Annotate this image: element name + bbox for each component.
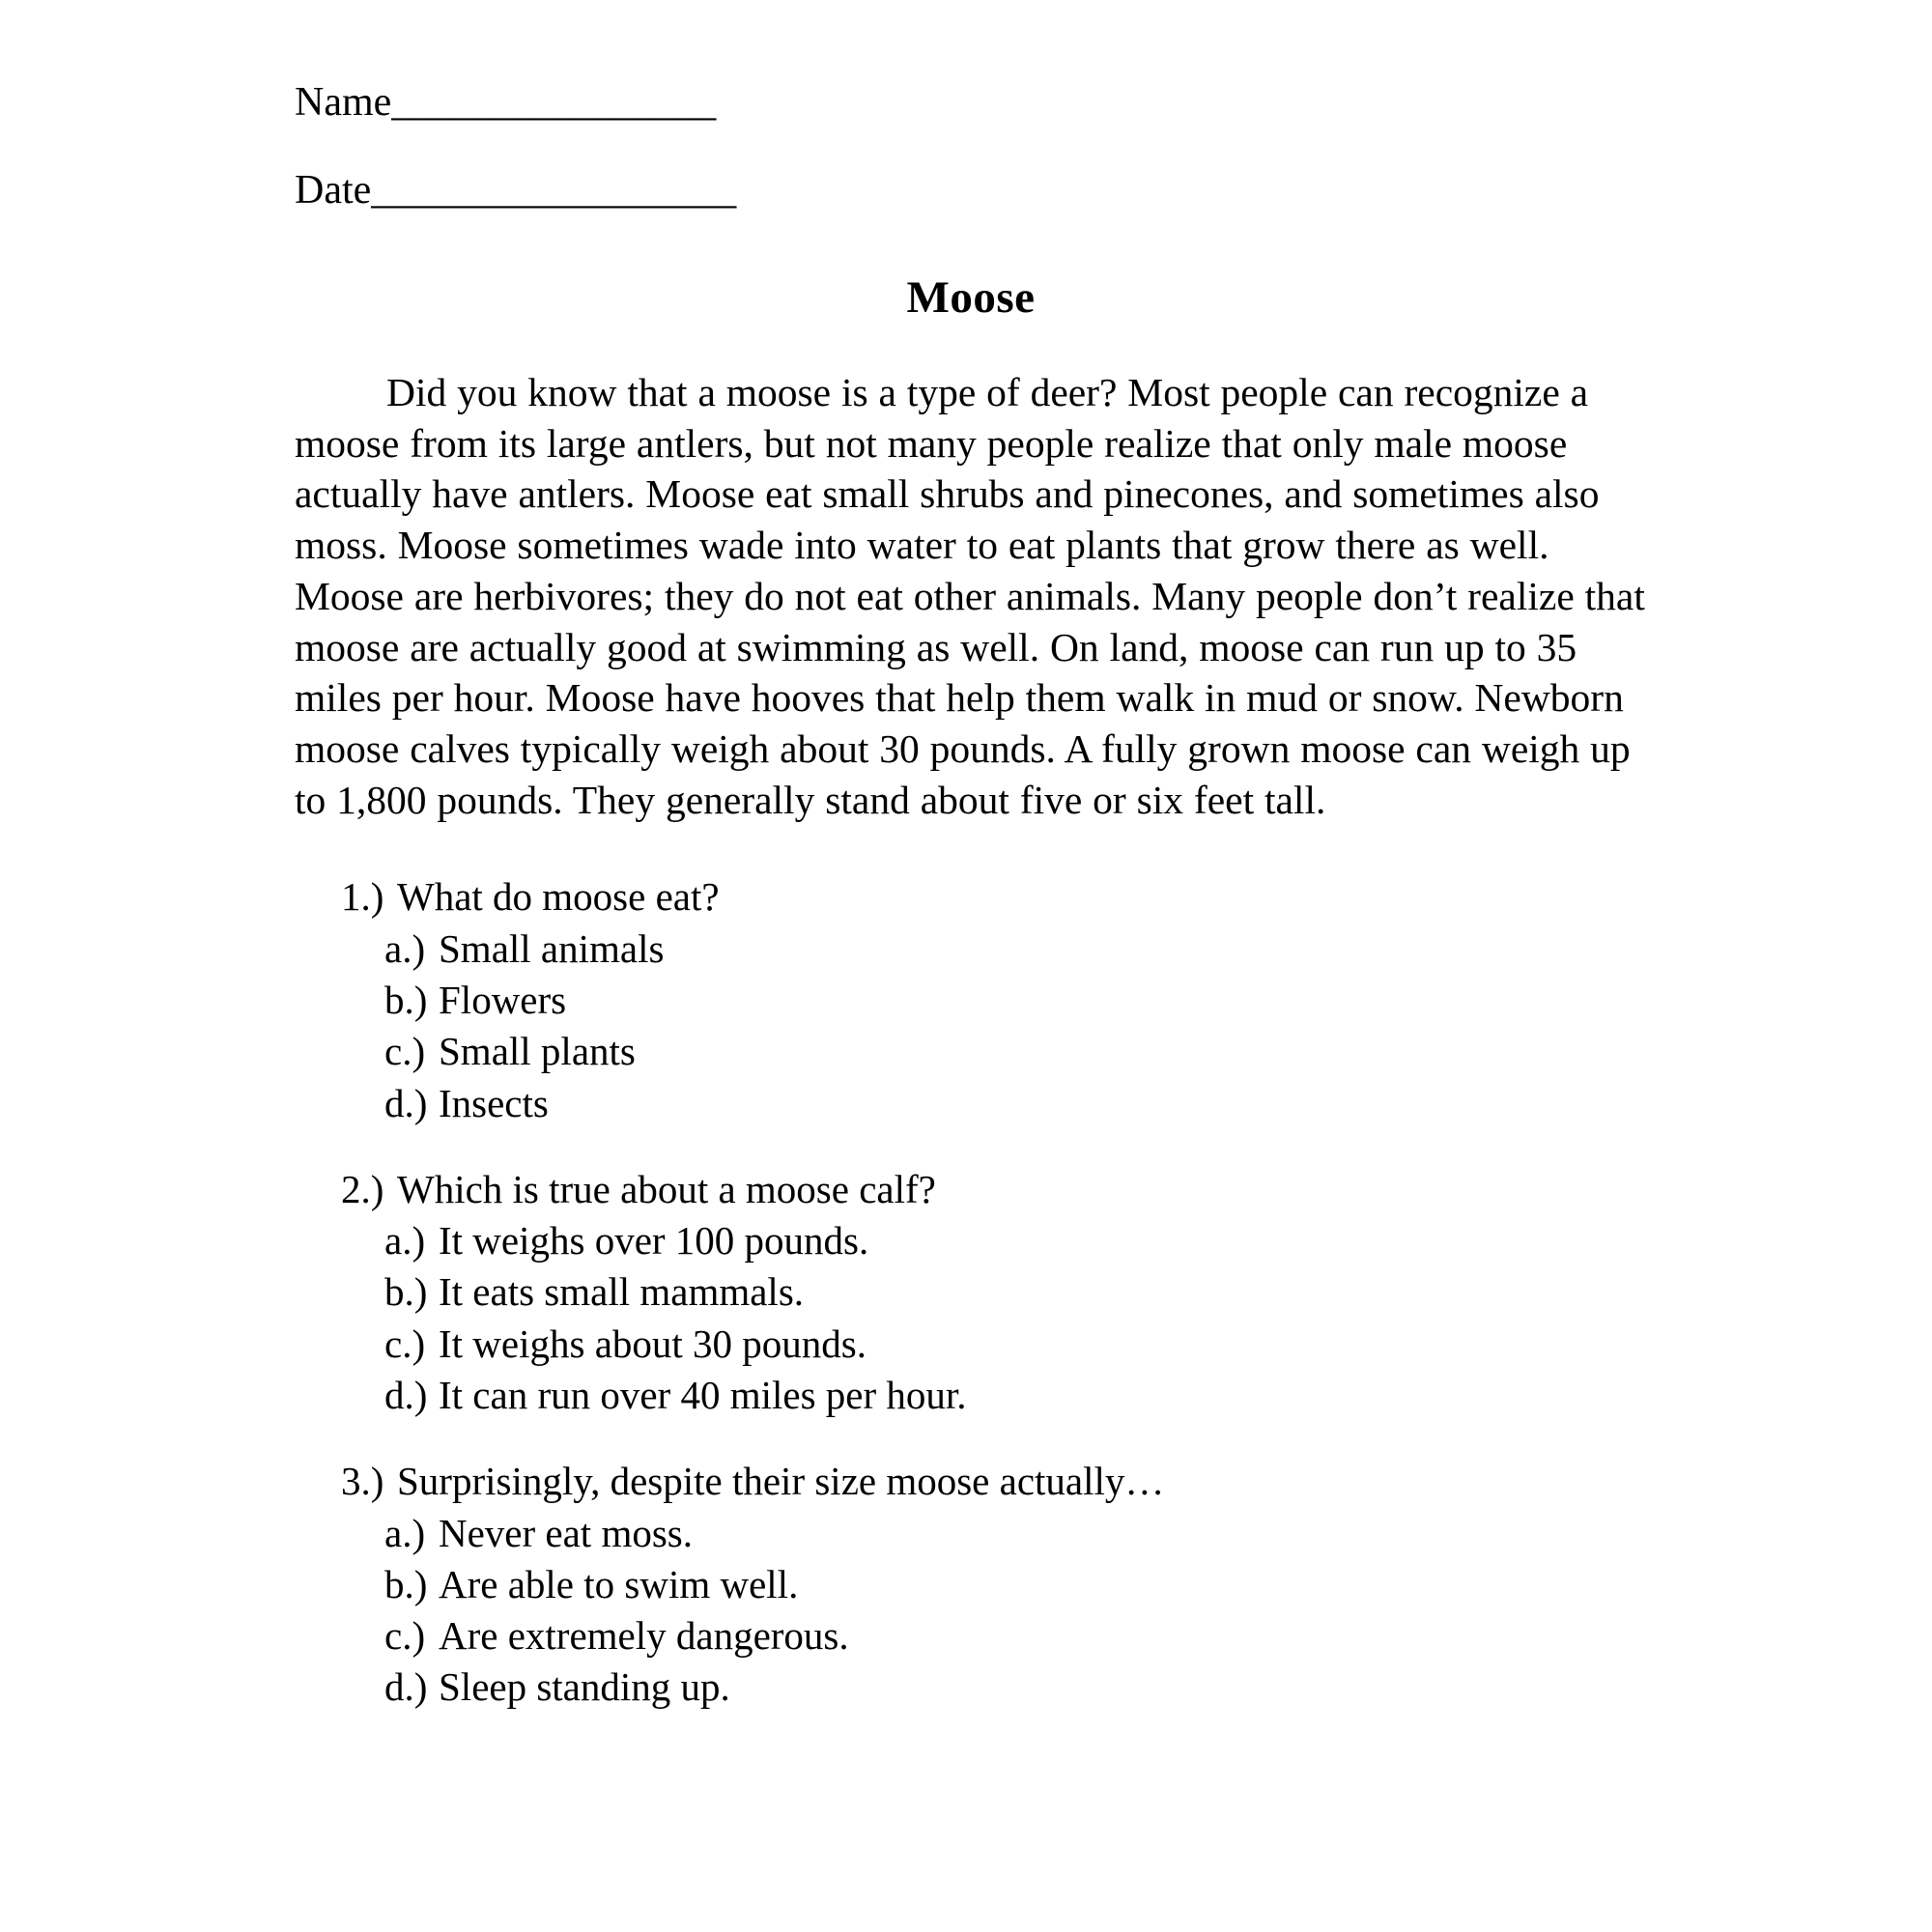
choice-item[interactable] [384, 1662, 1647, 1713]
question-item [341, 1456, 1647, 1713]
choice-marker: b.) [384, 1269, 428, 1315]
choice-text: It eats small mammals. [439, 1269, 805, 1315]
name-field[interactable]: Name________________ [295, 80, 717, 125]
choice-marker: a.) [384, 1510, 426, 1555]
choice-item[interactable] [384, 1215, 1647, 1266]
choice-marker: a.) [384, 1218, 426, 1264]
page-title: Moose [906, 272, 1036, 323]
choice-marker: d.) [384, 1664, 428, 1710]
choice-text: It weighs over 100 pounds. [439, 1218, 869, 1264]
choice-text: Small plants [439, 1029, 636, 1074]
choice-item[interactable] [384, 1508, 1647, 1559]
choice-item[interactable] [384, 1026, 1647, 1077]
choice-item[interactable] [384, 1319, 1647, 1370]
choice-marker: d.) [384, 1080, 428, 1125]
choice-marker: b.) [384, 1561, 428, 1606]
choice-marker: d.) [384, 1373, 428, 1417]
choice-item[interactable] [384, 923, 1647, 975]
choice-item[interactable] [384, 1078, 1647, 1129]
question-list [295, 871, 1647, 1713]
choice-list [341, 1215, 1647, 1421]
choice-item[interactable] [384, 1610, 1647, 1662]
choice-text: It weighs about 30 pounds. [439, 1321, 867, 1366]
choice-list [341, 1508, 1647, 1714]
choice-marker: b.) [384, 977, 428, 1022]
choice-text: Never eat moss. [439, 1510, 693, 1555]
choice-item[interactable] [384, 975, 1647, 1026]
choice-text: Are extremely dangerous. [439, 1613, 849, 1659]
page-right-margin [1889, 0, 1932, 1932]
choice-item[interactable] [384, 1559, 1647, 1610]
choice-marker: a.) [384, 925, 426, 971]
choice-text: Small animals [439, 925, 665, 971]
choice-marker: c.) [384, 1029, 426, 1074]
question-row [341, 1164, 1647, 1215]
choice-text: Insects [439, 1080, 549, 1125]
choice-item[interactable] [384, 1370, 1647, 1421]
question-row [341, 871, 1647, 923]
choice-text: Sleep standing up. [439, 1664, 730, 1710]
date-field[interactable]: Date__________________ [295, 168, 737, 213]
question-marker: 3.) [341, 1459, 384, 1504]
choice-text: Flowers [439, 977, 567, 1022]
document-content [295, 0, 1647, 1748]
question-marker: 2.) [341, 1166, 384, 1211]
question-text: Which is true about a moose calf? [397, 1166, 936, 1211]
question-item [341, 871, 1647, 1128]
question-text: What do moose eat? [397, 874, 720, 920]
question-text: Surprisingly, despite their size moose actually… [397, 1459, 1165, 1504]
choice-text: It can run over 40 miles per hour. [439, 1373, 967, 1417]
question-marker: 1.) [341, 874, 384, 920]
choice-item[interactable] [384, 1266, 1647, 1318]
choice-marker: c.) [384, 1613, 426, 1659]
question-item [341, 1164, 1647, 1421]
question-row [341, 1456, 1647, 1507]
choice-text: Are able to swim well. [439, 1561, 799, 1606]
reading-passage: Did you know that a moose is a type of deer? Most people can recognize a moose from its large antlers, but not many people realize that only male moose actually have antlers. Moose eat small shrubs and pinecones, and sometimes also moss. Moose sometimes wade into water to eat plants that grow there as well. Moose are herbivores; they do not eat other animals. Many people don’t realize that moose are actually good at swimming as well. On land, moose can run up to 35 miles per hour. Moose have hooves that help them walk in mud or snow. Newborn moose calves typically weigh about 30 pounds. A fully grown moose can weigh up to 1,800 pounds. They generally stand about five or six feet tall. [295, 370, 1645, 822]
choice-list [341, 923, 1647, 1129]
choice-marker: c.) [384, 1321, 426, 1366]
